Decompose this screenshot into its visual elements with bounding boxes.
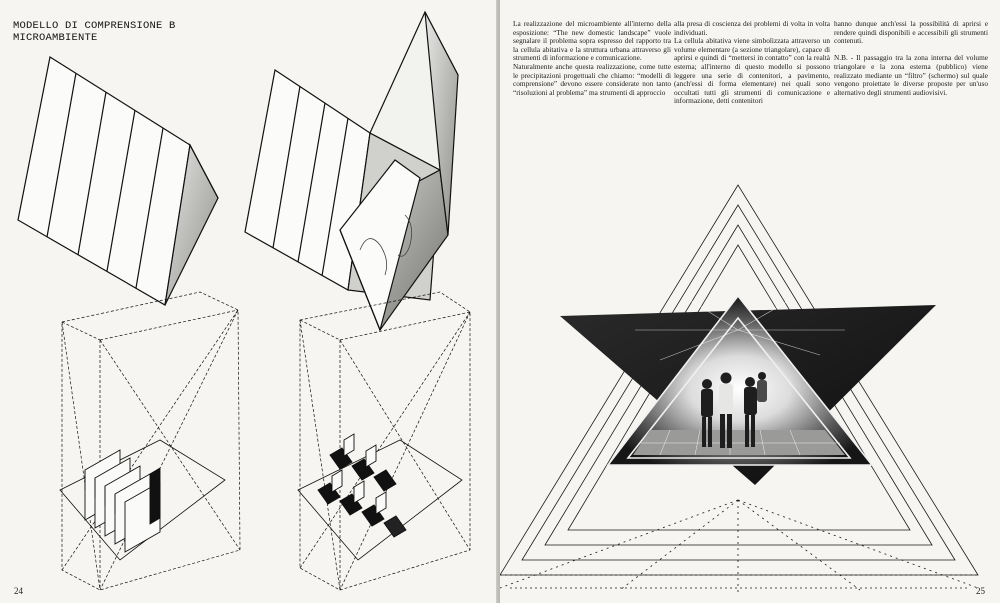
page-number-left: 24 [14,586,23,596]
wireframe-closed-containers [60,292,240,590]
page-number-right: 25 [976,586,985,596]
left-page [0,0,498,603]
dark-screen-triangle [560,296,936,485]
paragraph: La cellula abitativa viene simbolizzata attraverso un volume elementare (a sezione triangolare), capace di aprirsi e quindi di “mettersi in contatto” con la realtà esterna; all'interno di questo modello si possono leggere una serie di contenitori, a pavimento, (anch'essi di forma elementare) nei quali sono occultati tutti gli strumenti di comunicazione e informazione, detti contenitori [674,36,830,106]
paragraph: Naturalmente anche questa realizzazione, come tutte le precipitazioni progettuali che chiamo: “modelli di comprensione” devono essere considerate non tanto “risoluzioni al problema” ma strumenti di approccio [513,61,671,97]
axonometric-drawings [0,0,498,603]
note-paragraph: N.B. - Il passaggio tra la zona interna del volume triangolare e la zona esterna (pubblico) viene realizzato mediante un “filtro” (schermo) sul quale vengono proiettate le diverse proposte per un'uso alternativo degli strumenti audiovisivi. [834,53,988,97]
wireframe-open-containers [298,292,470,590]
paragraph: alla presa di coscienza dei problemi di volta in volta individuati. [674,19,830,37]
closed-prism-drawing [18,57,218,305]
title-line-1: MODELLO DI COMPRENSIONE B [13,20,176,32]
open-prism-drawing [245,12,458,330]
paragraph: La realizzazione del microambiente all'interno della esposizione: “The new domestic landscape” vuole segnalare il problema sopra espresso del rapporto tra la cellula abitativa e la struttura urbana attraverso gli strumenti di informazione e comunicazione. [513,19,671,63]
right-page [500,0,1000,603]
microenvironment-photo-montage [500,0,1000,603]
paragraph: hanno dunque anch'essi la possibilità di aprirsi e rendere quindi disponibili e accessibili gli strumenti contenuti. [834,19,988,46]
title-line-2: MICROAMBIENTE [13,32,98,44]
